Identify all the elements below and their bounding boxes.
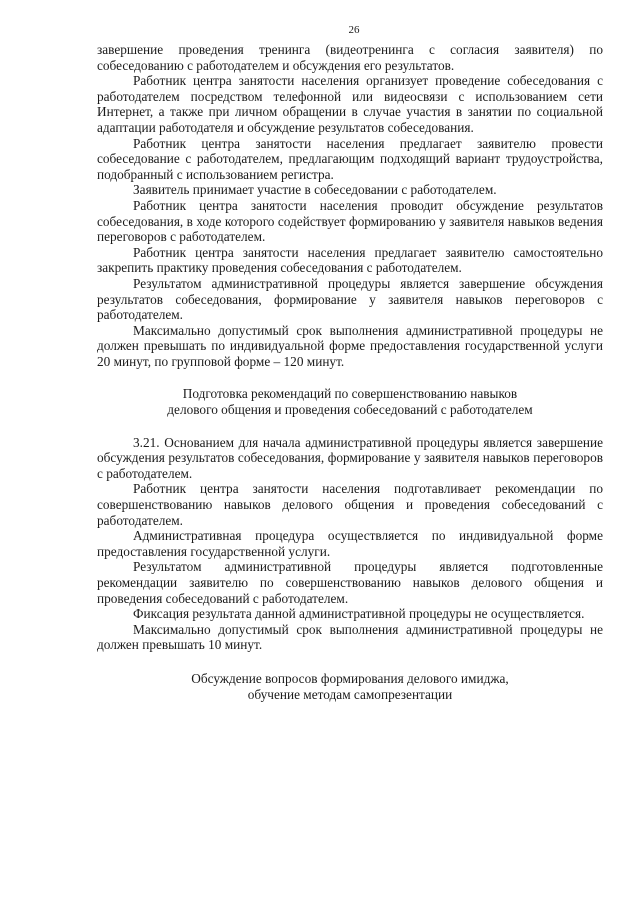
section-heading-line: делового общения и проведения собеседований с работодателем [167,402,533,418]
section-recommendations [97,435,603,653]
paragraph: Работник центра занятости населения организует проведение собеседования с работодателем посредством телефонной или видеосвязи с использованием сети Интернет, а также при личном обращении в случае участия в занятии по социальной адаптации работодателя и обсуждение результатов собеседования. [97,73,603,135]
paragraph: Фиксация результата данной административной процедуры не осуществляется. [133,606,585,622]
paragraph: Работник центра занятости населения проводит обсуждение результатов собеседования, в ходе которого содействует формированию у заявителя навыков ведения переговоров с работодателем. [97,197,603,245]
page-number: 26 [348,24,360,36]
paragraph: Максимально допустимый срок выполнения административной процедуры не должен превышать 10 минут. [97,621,603,653]
section-heading-line: Подготовка рекомендаций по совершенствованию навыков [182,386,518,402]
paragraph: Заявитель принимает участие в собеседовании с работодателем. [133,182,497,198]
section-tenpina-interview [97,42,603,369]
paragraph: завершение проведения тренинга (видеотренинга с согласия заявителя) по собеседованию с работодателем и обсуждения его результатов. [97,42,603,73]
paragraph: Работник центра занятости населения предлагает заявителю самостоятельно закрепить практику проведения собеседования с работодателем. [97,244,603,276]
paragraph: Работник центра занятости населения предлагает заявителю провести собеседование с работодателем, предлагающим подходящий вариант трудоустройства, подобранный с использованием регистра. [97,135,603,182]
paragraph: Максимально допустимый срок выполнения административной процедуры не должен превышать по индивидуальной форме предоставления государственной услуги 20 минут, по групповой форме – 120 минут. [97,322,603,369]
section-heading [97,386,603,417]
paragraph: 3.21. Основанием для начала административной процедуры является завершение обсуждения результатов собеседования, формирование у заявителя навыков переговоров с работодателем. [97,434,603,481]
document-page [97,24,603,702]
section-heading [97,671,603,702]
paragraph: Работник центра занятости населения подготавливает рекомендации по совершенствованию навыков делового общения и проведения собеседований с работодателем. [97,481,603,528]
section-heading-line: Обсуждение вопросов формирования делового имиджа, [191,670,509,686]
paragraph: Результатом административной процедуры является подготовленные рекомендации заявителю по совершенствованию навыков делового общения и проведения собеседований с работодателем. [97,559,603,606]
section-heading-line: обучение методам самопрезентации [247,686,453,702]
paragraph: Административная процедура осуществляется по индивидуальной форме предоставления государственной услуги. [97,528,603,559]
paragraph: Результатом административной процедуры является завершение обсуждения результатов собеседования, формирование у заявителя навыков переговоров с работодателем. [97,275,603,323]
